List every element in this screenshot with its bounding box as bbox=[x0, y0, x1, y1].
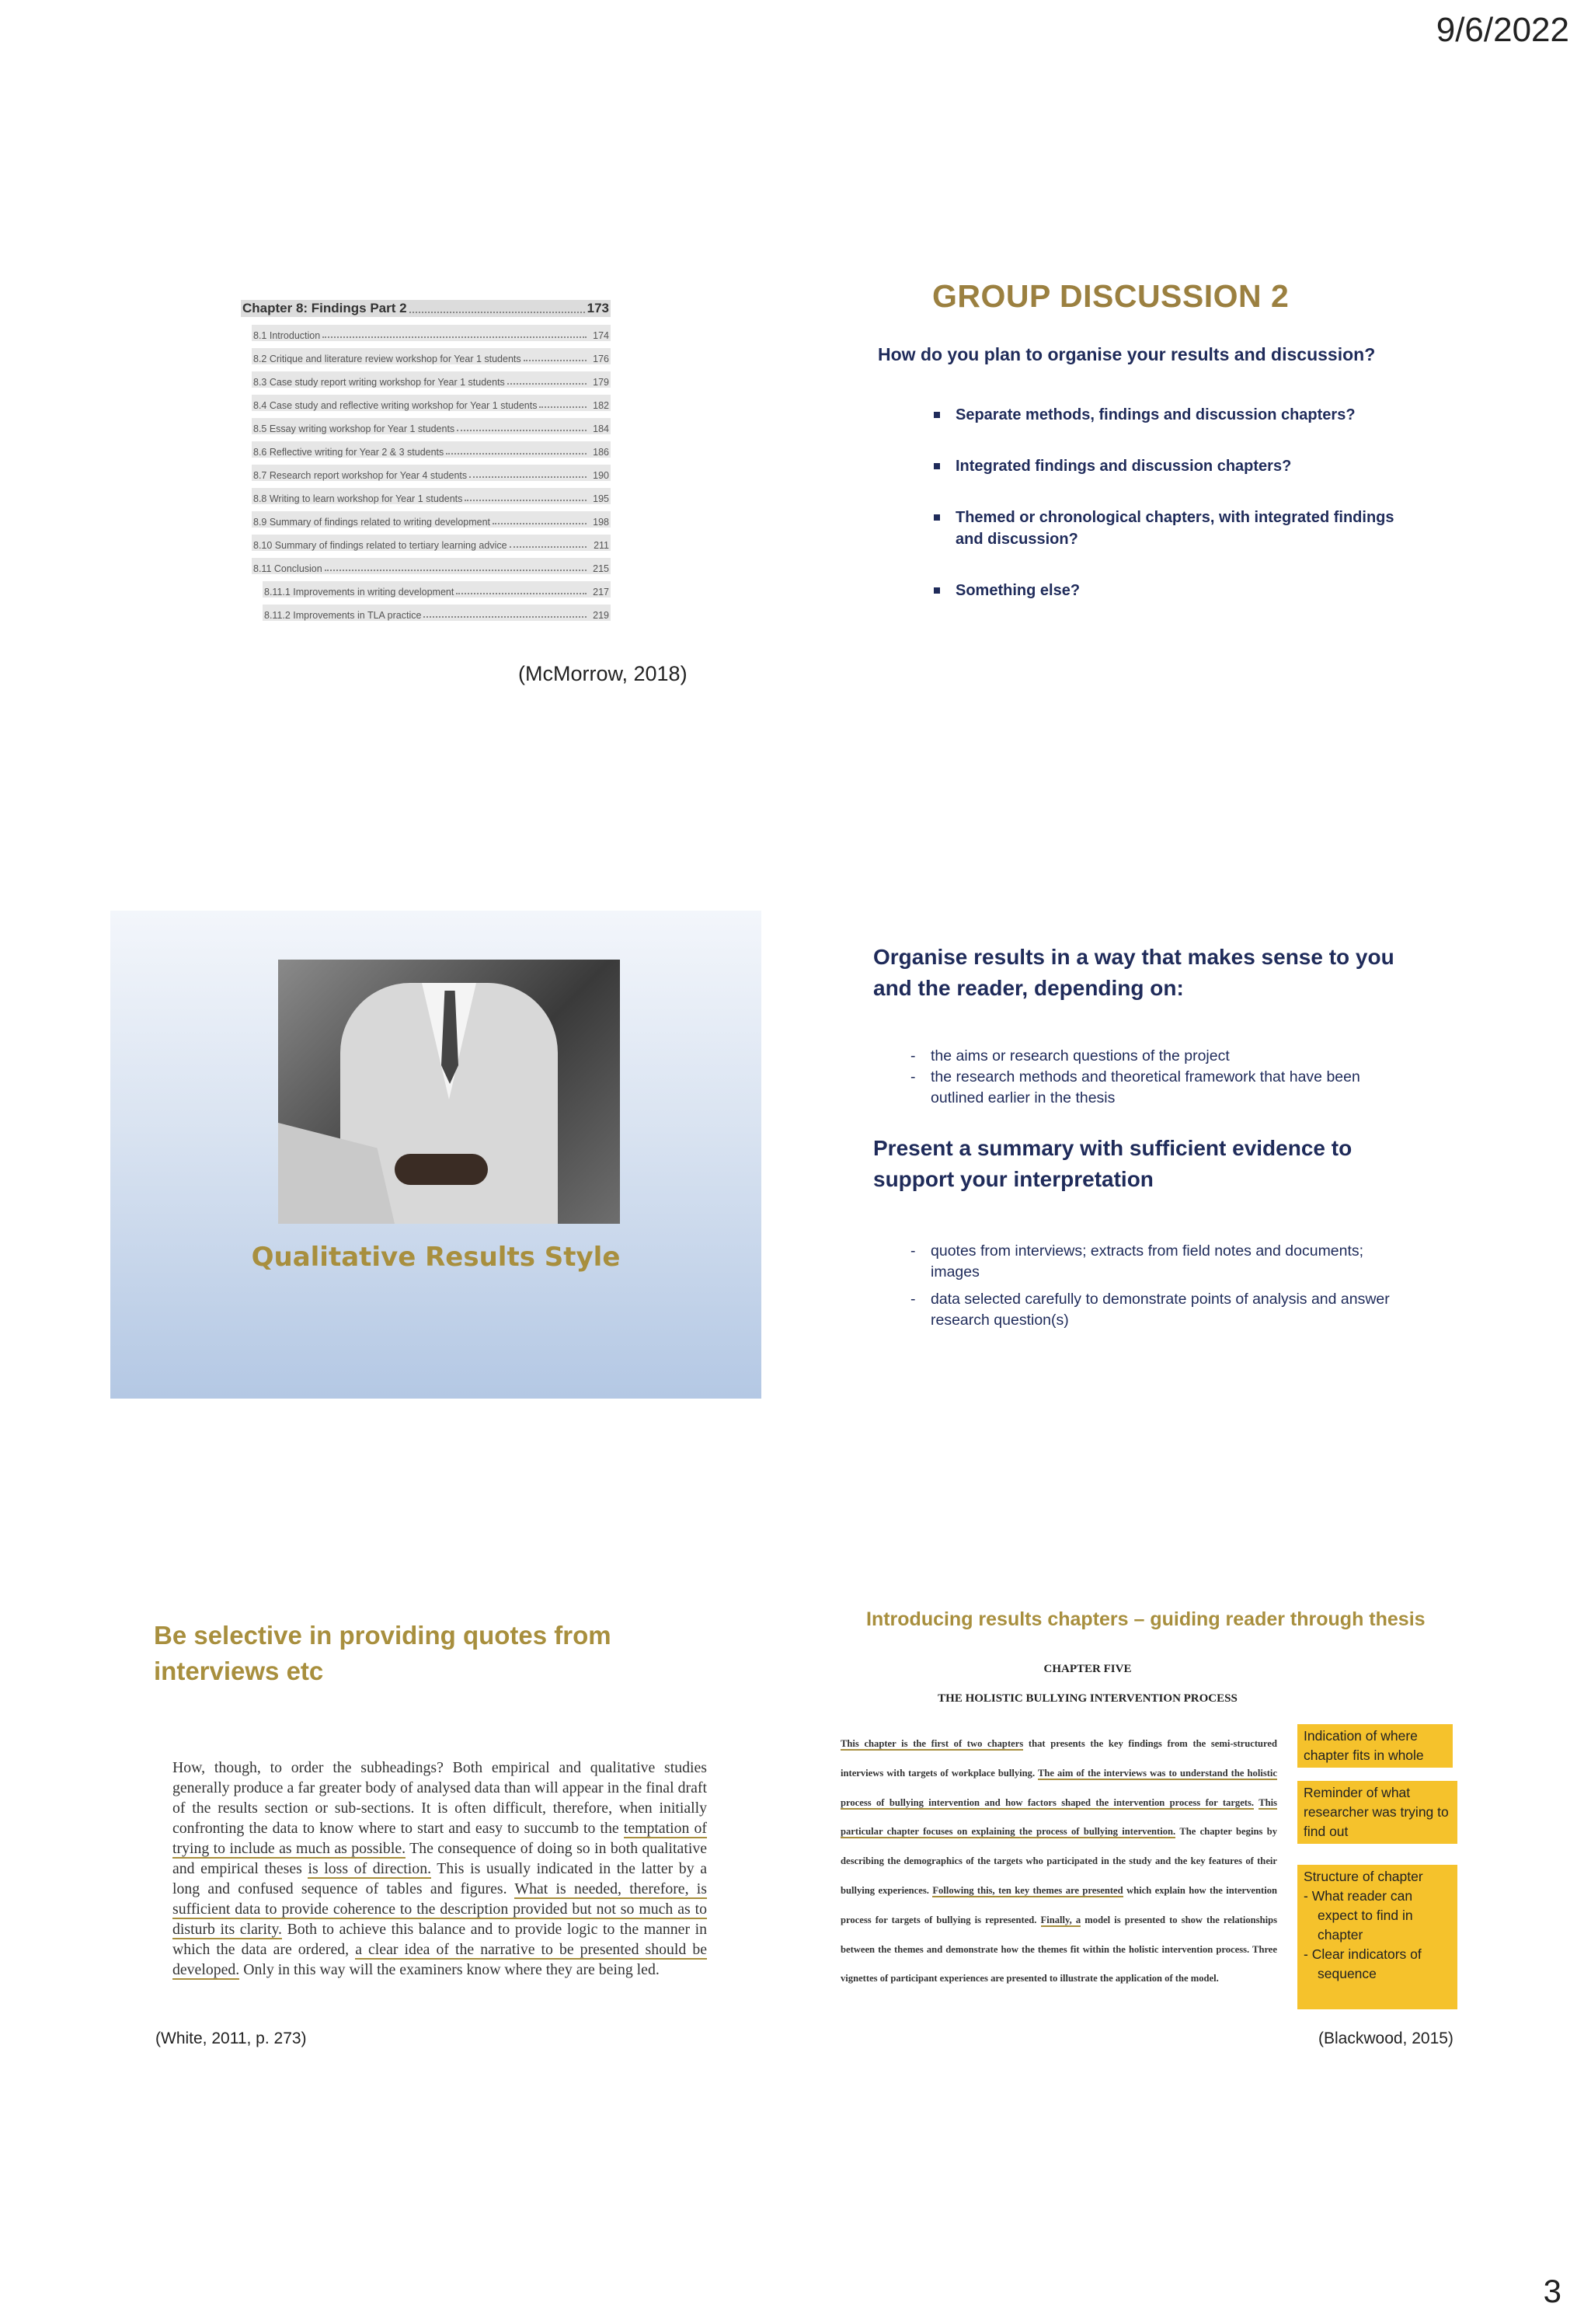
citation-white: (White, 2011, p. 273) bbox=[155, 2030, 307, 2047]
toc-entry: 8.4 Case study and reflective writing workshop for Year 1 students 182 bbox=[252, 395, 611, 411]
annotation-note: Reminder of what researcher was trying to find out bbox=[1297, 1781, 1457, 1844]
toc-heading-label: Chapter 8: Findings Part 2 bbox=[242, 301, 407, 315]
underlined-phrase: a clear idea of the narrative to be presented should be developed. bbox=[172, 1941, 707, 1978]
underlined-phrase: Finally, a bbox=[1040, 1914, 1081, 1925]
citation-blackwood: (Blackwood, 2015) bbox=[1318, 2030, 1453, 2047]
discussion-option: Something else? bbox=[932, 580, 1414, 601]
toc-entry: 8.1 Introduction 174 bbox=[252, 325, 611, 341]
discussion-option: Integrated findings and discussion chapters? bbox=[932, 455, 1414, 477]
toc-entry: 8.6 Reflective writing for Year 2 & 3 students 186 bbox=[252, 441, 611, 458]
group-discussion-title: GROUP DISCUSSION 2 bbox=[932, 278, 1290, 314]
underlined-phrase: is loss of direction. bbox=[308, 1860, 432, 1877]
underlined-phrase: This particular chapter focuses on explaining the process of bullying intervention. bbox=[841, 1796, 1278, 1838]
be-selective-heading: Be selective in providing quotes from interviews etc bbox=[154, 1621, 611, 1685]
toc-entry: 8.10 Summary of findings related to tertiary learning advice 211 bbox=[252, 535, 611, 551]
organise-list bbox=[910, 1046, 1392, 1109]
chapter-title: CHAPTER FIVE bbox=[1043, 1663, 1132, 1675]
toc-entry: 8.9 Summary of findings related to writing development 198 bbox=[252, 511, 611, 528]
list-item: - data selected carefully to demonstrate points of analysis and answer research question(s) bbox=[910, 1289, 1392, 1331]
discussion-options bbox=[932, 404, 1414, 631]
toc-heading-page: 173 bbox=[587, 301, 609, 315]
chapter-subtitle: THE HOLISTIC BULLYING INTERVENTION PROCESS bbox=[938, 1692, 1238, 1705]
underlined-phrase: temptation of trying to include as much as possible. bbox=[172, 1820, 708, 1857]
toc-entry: 8.5 Essay writing workshop for Year 1 students 184 bbox=[252, 418, 611, 434]
evidence-list bbox=[910, 1241, 1392, 1337]
discussion-option: Themed or chronological chapters, with integrated findings and discussion? bbox=[932, 507, 1414, 550]
toc-entry: 8.11.1 Improvements in writing development 217 bbox=[263, 581, 611, 598]
toc-heading bbox=[241, 300, 611, 317]
image-caption: Qualitative Results Style bbox=[251, 1242, 621, 1273]
toc-entry: 8.2 Critique and literature review workshop for Year 1 students 176 bbox=[252, 348, 611, 364]
underlined-phrase: What is needed, therefore, is sufficient data to provide coherence to the description provided but not so much as to disturb its clarity. bbox=[172, 1880, 707, 1938]
present-summary-heading: Present a summary with sufficient evidence to support your interpretation bbox=[873, 1136, 1353, 1191]
underlined-phrase: The aim of the interviews was to understand the holistic process of bullying intervention and how factors shaped the intervention process for targets. bbox=[841, 1767, 1278, 1808]
businessman-laptop-photo bbox=[278, 960, 620, 1224]
page-number: 3 bbox=[1543, 2273, 1561, 2309]
underlined-phrase: This chapter is the first of two chapters bbox=[841, 1738, 1024, 1749]
toc-entry: 8.3 Case study report writing workshop for Year 1 students 179 bbox=[252, 371, 611, 388]
table-of-contents bbox=[241, 300, 611, 628]
chapter-excerpt: This chapter is the first of two chapters that presents the key findings from the semi-structured interviews with targets of workplace bullying. The aim of the interviews was to understand the holistic process of bullying intervention and how factors shaped the intervention process for targets. This particular chapter focuses on explaining the process of bullying intervention. The chapter begins by describing the demographics of the targets who participated in the study and the key features of their bullying experiences. Following this, ten key themes are presented which explain how the intervention process for targets of bullying is represented. Finally, a model is presented to show the relationships between the themes and demonstrate how the themes fit within the holistic intervention process. Three vignettes of participant experiences are presented to illustrate the application of the model. bbox=[841, 1738, 1278, 1984]
annotation-note: Indication of where chapter fits in whole bbox=[1297, 1724, 1453, 1768]
introducing-results-heading: Introducing results chapters – guiding reader through thesis bbox=[866, 1608, 1426, 1630]
organise-results-heading: Organise results in a way that makes sense to you and the reader, depending on: bbox=[873, 945, 1394, 1000]
toc-entry: 8.11 Conclusion 215 bbox=[252, 558, 611, 574]
white-excerpt: How, though, to order the subheadings? Both empirical and qualitative studies generally produce a far greater body of analysed data than will appear in the final draft of the results section or sub-sections. It is often difficult, therefore, when initially confronting the data to know where to start and easy to succumb to the temptation of trying to include as much as possible. The consequence of doing so in both qualitative and empirical theses is loss of direction. This is usually indicated in the latter by a long and confused sequence of tables and figures. What is needed, therefore, is sufficient data to provide coherence to the description provided but not so much as to disturb its clarity. Both to achieve this balance and to provide logic to the manner in which the data are ordered, a clear idea of the narrative to be presented should be developed. Only in this way will the examiners know where they are being led. bbox=[172, 1759, 708, 1978]
toc-entry: 8.8 Writing to learn workshop for Year 1 students 195 bbox=[252, 488, 611, 504]
list-item: - quotes from interviews; extracts from field notes and documents; images bbox=[910, 1241, 1392, 1283]
list-item: - the research methods and theoretical framework that have been outlined earlier in the thesis bbox=[910, 1067, 1392, 1109]
toc-entry: 8.11.2 Improvements in TLA practice 219 bbox=[263, 605, 611, 621]
citation-mcmorrow: (McMorrow, 2018) bbox=[518, 662, 688, 685]
underlined-phrase: Following this, ten key themes are presented bbox=[932, 1884, 1123, 1896]
discussion-option: Separate methods, findings and discussion chapters? bbox=[932, 404, 1414, 426]
discussion-question: How do you plan to organise your results and discussion? bbox=[878, 344, 1376, 364]
annotation-note: Structure of chapter - What reader can expect to find in chapter - Clear indicators of sequence bbox=[1297, 1865, 1457, 2009]
list-item: - the aims or research questions of the project bbox=[910, 1046, 1392, 1067]
toc-entry: 8.7 Research report workshop for Year 4 students 190 bbox=[252, 465, 611, 481]
slide-date: 9/6/2022 bbox=[1436, 11, 1569, 49]
